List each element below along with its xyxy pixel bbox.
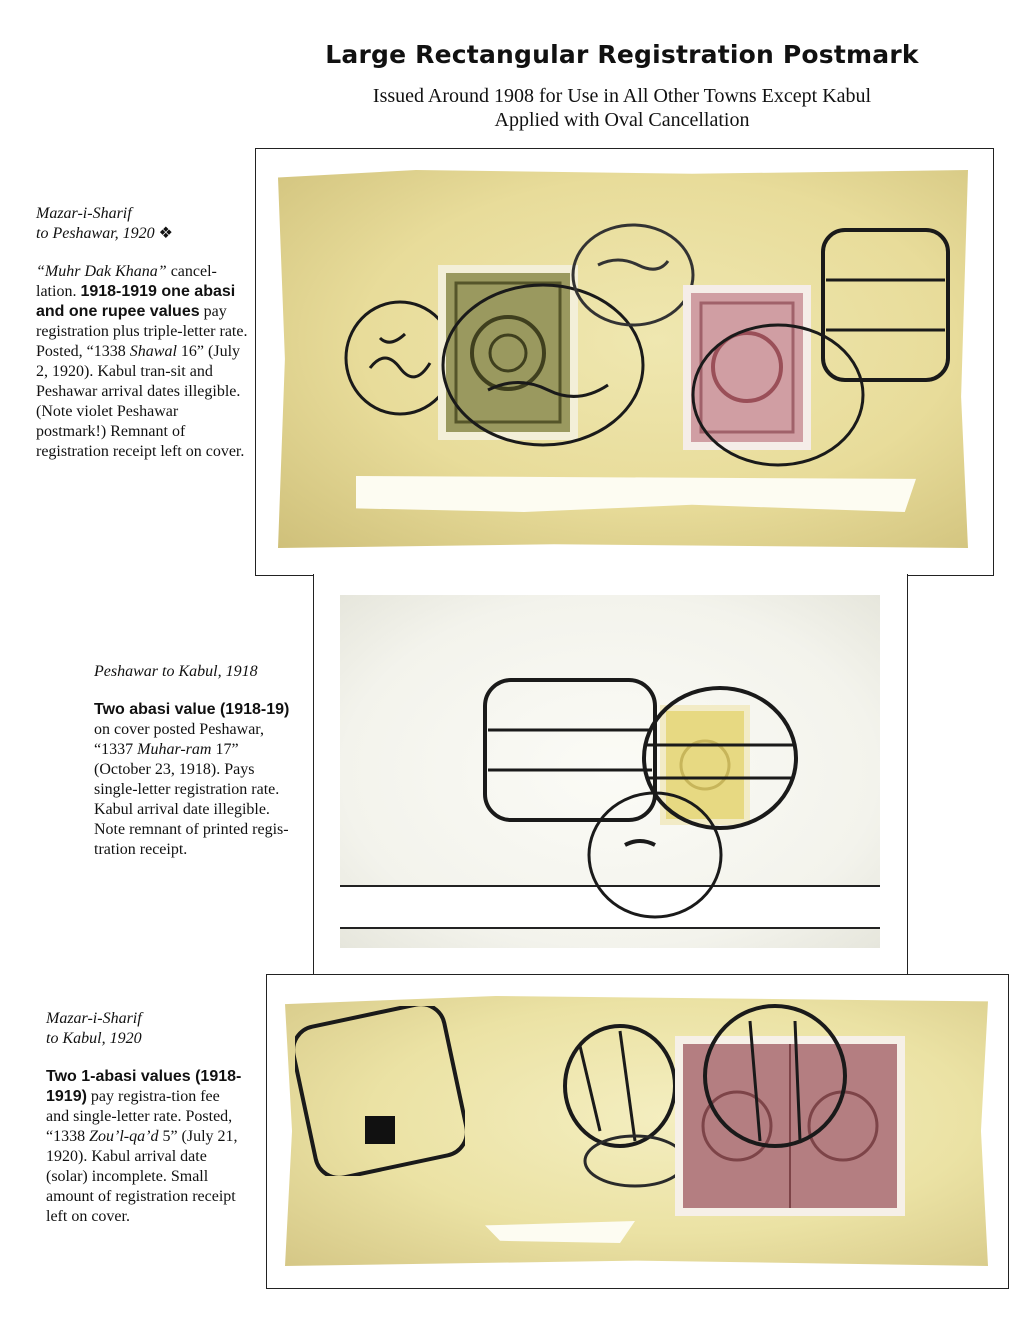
oval-cancel-mark-icon — [700, 1001, 850, 1151]
rectangular-registration-postmark-icon — [818, 225, 953, 385]
round-arrival-postmark-icon — [585, 790, 725, 920]
page-subtitle-line2: Applied with Oval Cancellation — [494, 109, 750, 131]
rectangular-registration-postmark-icon — [295, 1006, 465, 1176]
cover-3-envelope-image — [285, 996, 988, 1266]
cover-2-text-4: 17” (October 23, 1918). Pays single-letter registration rate. Kabul arrival date illegible. Note remnant of printed regis-tration receipt. — [94, 741, 289, 858]
cover-1-route: Mazar-i-Sharif — [36, 205, 132, 222]
cover-3-text-2: pay registra-tion fee and single-letter rate. Posted, “1338 — [46, 1088, 233, 1145]
cover-3-route: Mazar-i-Sharif — [46, 1010, 142, 1027]
round-transit-postmark-icon — [568, 220, 698, 330]
cover-3-text-4: 5” (July 21, 1920). Kabul arrival date (solar) incomplete. Small amount of registration receipt left on cover. — [46, 1128, 238, 1225]
cover-3-text-1: Two 1-abasi values (1918-1919) — [46, 1068, 242, 1105]
seal-postmark-icon — [580, 1131, 690, 1191]
cover-1-text-3: 1918-1919 one abasi and one rupee values — [36, 283, 236, 320]
page-subtitle-line1: Issued Around 1908 for Use in All Other Towns Except Kabul — [372, 85, 872, 107]
cover-3-route-line2: to Kabul, 1920 — [46, 1030, 142, 1047]
cover-1-text-5: Shawal — [129, 343, 177, 360]
cover-1-text-6: 16” (July 2, 1920). Kabul tran-sit and Peshawar arrival dates illegible. (Note violet Peshawar postmark!) Remnant of registration receipt left on cover. — [36, 343, 245, 460]
cover-1-envelope-image — [278, 170, 968, 548]
cover-2-route: Peshawar to Kabul, 1918 — [94, 663, 258, 680]
page-title: Large Rectangular Registration Postmark — [325, 40, 919, 69]
cover-2-envelope-image — [340, 595, 880, 948]
cover-1-text-4: pay registration plus triple-letter rate. Posted, “1338 — [36, 303, 248, 360]
registration-receipt-remnant — [485, 1221, 635, 1243]
caption-cover-1 — [36, 204, 248, 462]
diamond-marker-icon: ❖ — [158, 225, 174, 242]
registration-receipt-remnant — [356, 476, 916, 512]
caption-cover-3 — [46, 1009, 246, 1227]
cover-3-text-3: Zou’l-qa’d — [89, 1128, 159, 1145]
cover-1-text-2: cancel-lation. — [36, 263, 217, 300]
cover-2-text-3: Muhar-ram — [137, 741, 212, 758]
cover-2-text-1: Two abasi value (1918-19) — [94, 701, 290, 718]
cover-1-route-line2: to Peshawar, 1920 — [36, 225, 155, 242]
caption-cover-2 — [94, 662, 290, 860]
cover-2-text-2: on cover posted Peshawar, “1337 — [94, 721, 264, 758]
cover-1-text-1: “Muhr Dak Khana” — [36, 263, 167, 280]
